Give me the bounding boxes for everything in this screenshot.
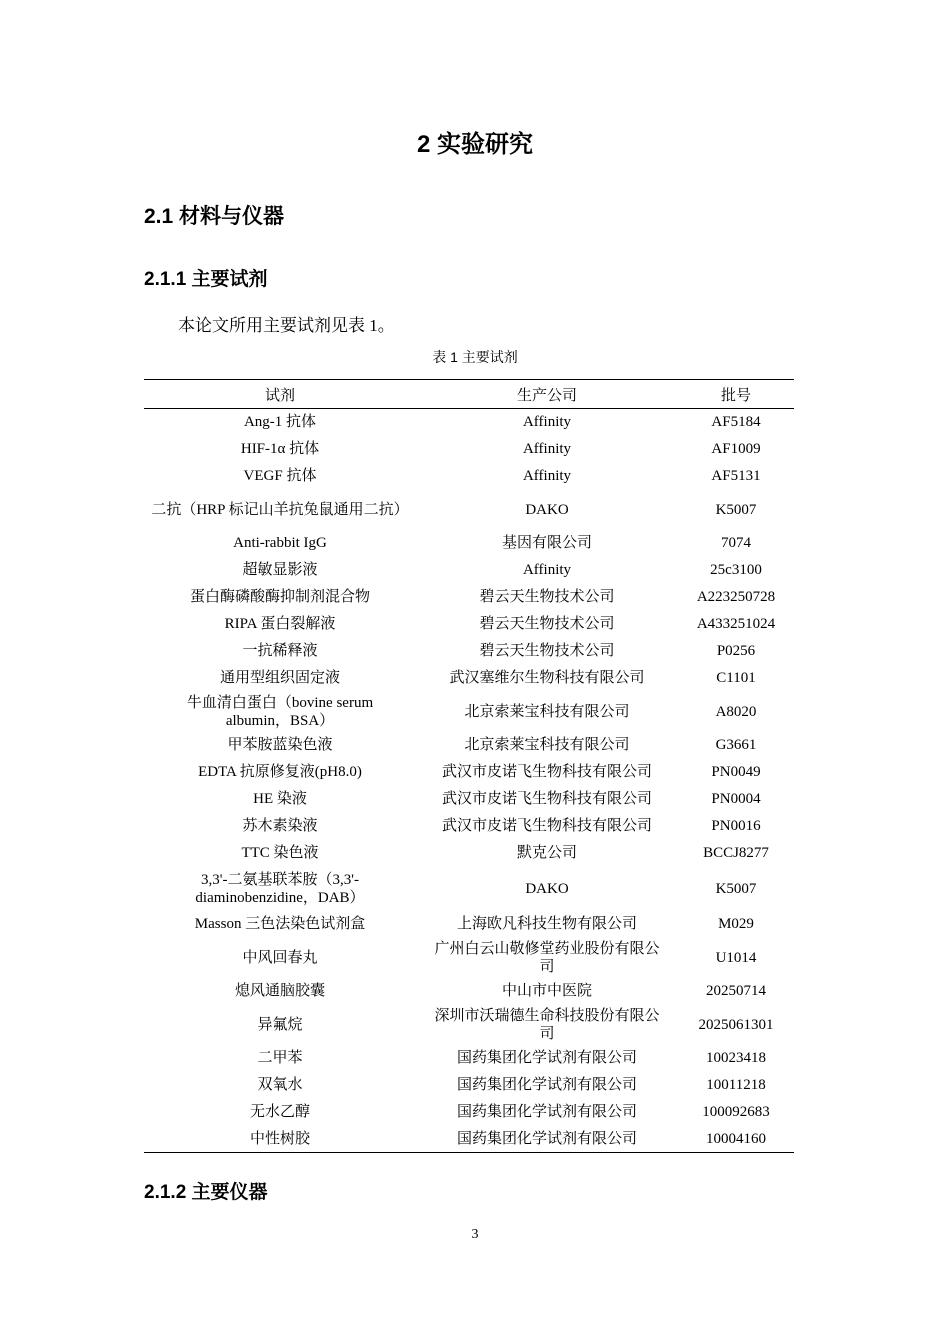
- section-title: 2.1 材料与仪器: [144, 205, 285, 228]
- table-row: [144, 557, 794, 584]
- company-cell: 中山市中医院: [501, 983, 592, 999]
- company-cell: 国药集团化学试剂有限公司: [456, 1050, 637, 1066]
- company-cell: 武汉市皮诺飞生物科技有限公司: [441, 764, 652, 780]
- table-row: [144, 732, 794, 759]
- batch-cell: 2025061301: [698, 1016, 774, 1033]
- reagent-cell: 牛血清白蛋白（bovine serum albumin，BSA）: [186, 694, 374, 729]
- subsection-title-reagents: 2.1.1 主要试剂: [144, 269, 268, 290]
- batch-cell: BCCJ8277: [703, 845, 769, 861]
- company-cell: 碧云天生物技术公司: [479, 616, 615, 632]
- batch-cell: P0256: [716, 643, 756, 659]
- reagent-cell: 通用型组织固定液: [219, 670, 340, 686]
- batch-cell: C1101: [716, 670, 756, 686]
- reagent-cell: 中风回春丸: [242, 949, 318, 966]
- subsection-title-instruments: 2.1.2 主要仪器: [144, 1182, 268, 1203]
- reagents-table: [144, 379, 794, 1153]
- company-cell: Affinity: [522, 468, 572, 484]
- reagent-cell: 超敏显影液: [242, 562, 318, 578]
- reagent-cell: HIF-1α 抗体: [240, 441, 320, 457]
- batch-cell: 25c3100: [710, 562, 762, 578]
- table-header-row: [144, 380, 794, 409]
- reagent-cell: Masson 三色法染色试剂盒: [194, 916, 366, 932]
- batch-cell: U1014: [715, 949, 757, 966]
- batch-cell: K5007: [715, 501, 757, 518]
- table-row: [144, 463, 794, 490]
- table-row: [144, 1126, 794, 1153]
- reagent-cell: HE 染液: [253, 791, 307, 807]
- reagent-cell: 二甲苯: [257, 1050, 303, 1066]
- reagent-cell: 一抗稀释液: [242, 643, 318, 659]
- batch-cell: 10023418: [706, 1050, 766, 1066]
- company-cell: 默克公司: [516, 845, 577, 861]
- page-number: 3: [471, 1227, 479, 1242]
- batch-cell: A223250728: [696, 589, 776, 605]
- reagent-cell: 二抗（HRP 标记山羊抗兔鼠通用二抗）: [151, 501, 409, 518]
- table-row: [144, 1072, 794, 1099]
- column-header-reagent: 试剂: [264, 387, 295, 404]
- table-row: [144, 1099, 794, 1126]
- reagent-cell: 熄风通脑胶囊: [234, 983, 325, 999]
- reagent-cell: 中性树胶: [249, 1130, 310, 1147]
- company-cell: 武汉塞维尔生物科技有限公司: [449, 670, 645, 686]
- batch-cell: AF5184: [711, 414, 761, 431]
- company-cell: 国药集团化学试剂有限公司: [456, 1077, 637, 1093]
- table-row: [144, 490, 794, 530]
- intro-paragraph: 本论文所用主要试剂见表 1。: [178, 316, 395, 335]
- company-cell: 上海欧凡科技生物有限公司: [456, 916, 637, 932]
- batch-cell: PN0016: [711, 818, 761, 834]
- company-cell: DAKO: [525, 880, 569, 897]
- table-row: [144, 1045, 794, 1072]
- batch-cell: K5007: [715, 880, 757, 897]
- reagent-cell: 异氟烷: [257, 1016, 303, 1033]
- table-row: [144, 938, 794, 978]
- reagent-cell: VEGF 抗体: [243, 468, 317, 484]
- reagent-cell: Ang-1 抗体: [243, 414, 317, 431]
- table-caption: 表 1 主要试剂: [432, 349, 518, 365]
- table-row: [144, 665, 794, 692]
- company-cell: 广州白云山敬修堂药业股份有限公司: [434, 940, 660, 975]
- table-row: [144, 840, 794, 867]
- table-row: [144, 911, 794, 938]
- reagent-cell: 3,3'-二氨基联苯胺（3,3'-diaminobenzidine，DAB）: [195, 871, 365, 906]
- batch-cell: AF1009: [711, 441, 761, 457]
- table-row: [144, 611, 794, 638]
- batch-cell: G3661: [715, 737, 757, 753]
- table-row: [144, 692, 794, 732]
- batch-cell: AF5131: [711, 468, 761, 484]
- table-row: [144, 759, 794, 786]
- company-cell: 碧云天生物技术公司: [479, 589, 615, 605]
- table-row: [144, 867, 794, 911]
- company-cell: Affinity: [522, 441, 572, 457]
- company-cell: 深圳市沃瑞德生命科技股份有限公司: [434, 1007, 660, 1042]
- company-cell: 武汉市皮诺飞生物科技有限公司: [441, 791, 652, 807]
- company-cell: 北京索莱宝科技有限公司: [464, 737, 630, 753]
- table-row: [144, 436, 794, 463]
- reagent-cell: 蛋白酶磷酸酶抑制剂混合物: [189, 589, 370, 605]
- table-row: [144, 978, 794, 1005]
- reagent-cell: Anti-rabbit IgG: [233, 535, 327, 551]
- table-row: [144, 584, 794, 611]
- table-row: [144, 638, 794, 665]
- company-cell: Affinity: [522, 414, 572, 431]
- reagent-cell: 无水乙醇: [249, 1104, 310, 1120]
- table-row: [144, 530, 794, 557]
- company-cell: 国药集团化学试剂有限公司: [456, 1104, 637, 1120]
- batch-cell: A433251024: [696, 616, 776, 632]
- reagent-cell: 甲苯胺蓝染色液: [227, 737, 333, 753]
- batch-cell: 100092683: [702, 1104, 770, 1120]
- company-cell: 基因有限公司: [501, 535, 592, 551]
- company-cell: 国药集团化学试剂有限公司: [456, 1130, 637, 1147]
- batch-cell: M029: [718, 916, 754, 932]
- company-cell: 碧云天生物技术公司: [479, 643, 615, 659]
- company-cell: DAKO: [525, 501, 569, 518]
- batch-cell: A8020: [715, 703, 757, 720]
- column-header-company: 生产公司: [516, 387, 577, 404]
- batch-cell: PN0049: [711, 764, 761, 780]
- batch-cell: 10011218: [706, 1077, 766, 1093]
- company-cell: 武汉市皮诺飞生物科技有限公司: [441, 818, 652, 834]
- reagent-cell: EDTA 抗原修复液(pH8.0): [198, 764, 362, 780]
- column-header-batch: 批号: [720, 387, 751, 404]
- table-row: [144, 786, 794, 813]
- reagent-cell: 苏木素染液: [242, 818, 318, 834]
- table-row: [144, 1005, 794, 1045]
- batch-cell: 7074: [721, 535, 751, 551]
- batch-cell: 10004160: [706, 1130, 766, 1147]
- chapter-title: 2 实验研究: [416, 131, 533, 158]
- reagent-cell: RIPA 蛋白裂解液: [224, 616, 336, 632]
- reagent-cell: 双氧水: [257, 1077, 303, 1093]
- company-cell: 北京索莱宝科技有限公司: [464, 703, 630, 720]
- reagent-cell: TTC 染色液: [241, 845, 319, 861]
- company-cell: Affinity: [522, 562, 572, 578]
- table-row: [144, 409, 794, 436]
- table-row: [144, 813, 794, 840]
- batch-cell: PN0004: [711, 791, 761, 807]
- batch-cell: 20250714: [706, 983, 766, 999]
